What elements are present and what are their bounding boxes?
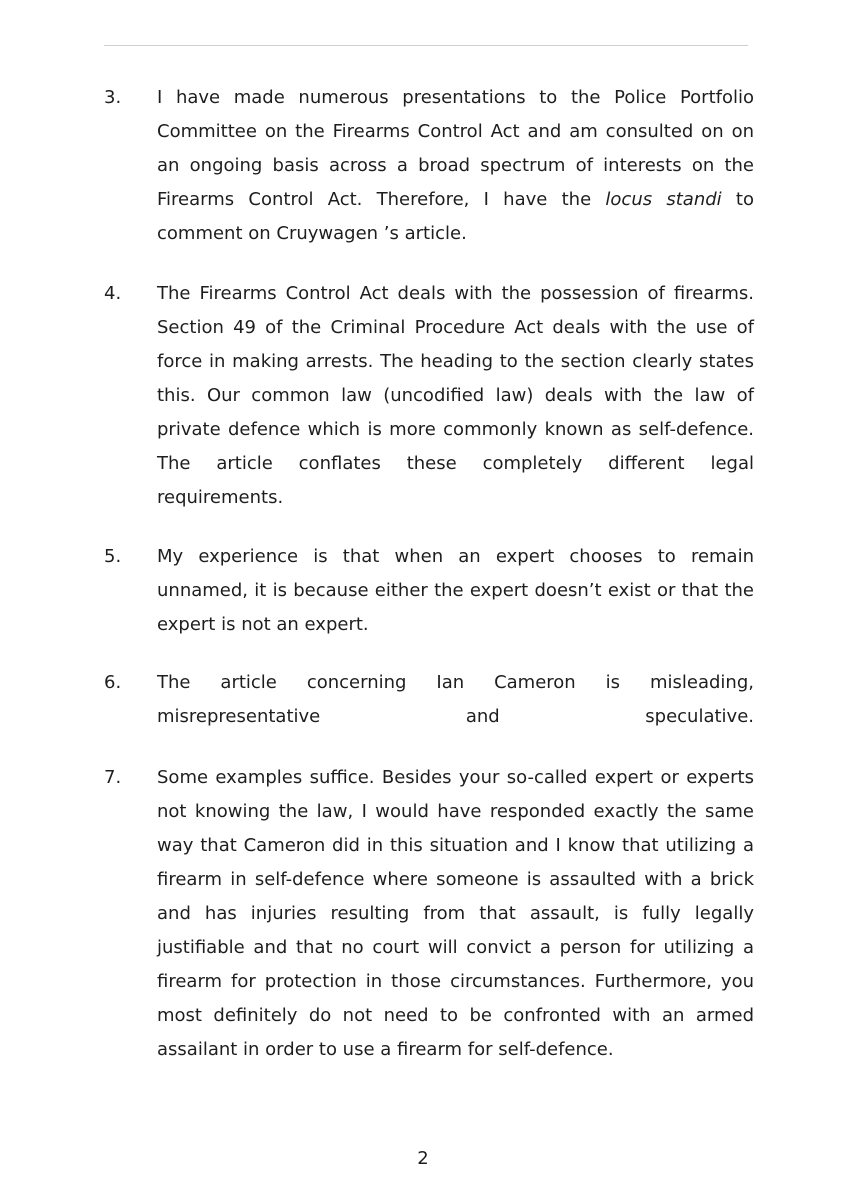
paragraph-text-end: to comment on Cruywagen ’s article. (157, 189, 754, 244)
paragraph-number: 5. (104, 546, 122, 567)
paragraph-text: Some examples suffice. Besides your so-called expert or experts not knowing the law, I would have responded exactly the same way that Cameron did in this situation and I know that utilizing a firearm in self-defence where someone is assaulted with a brick and has injuries resulting from that assault, is fully legally justifiable and that no court will convict a person for utilizing a firearm for protection in those circumstances. Furthermore, you most definitely do not need to be confronted with an armed assailant in order to use a firearm for self-defence. (157, 767, 754, 1060)
paragraph-3 (104, 81, 754, 251)
header-rule (104, 45, 748, 46)
paragraph-4 (104, 277, 754, 515)
emphasized-term: locus standi (605, 189, 722, 210)
paragraph-number: 6. (104, 672, 122, 693)
paragraph-text: The article concerning Ian Cameron is misleading, misrepresentative and speculative. (157, 672, 754, 727)
paragraph-5 (104, 540, 754, 642)
paragraph-text: The Firearms Control Act deals with the possession of firearms. Section 49 of the Criminal Procedure Act deals with the use of force in making arrests. The heading to the section clearly states this. Our common law (uncodified law) deals with the law of private defence which is more commonly known as self-defence. The article conflates these completely different legal requirements. (157, 283, 754, 508)
paragraph-number: 7. (104, 767, 122, 788)
paragraph-7 (104, 761, 754, 1067)
paragraph-6 (104, 666, 754, 734)
page-number: 2 (417, 1148, 429, 1169)
paragraph-number: 3. (104, 87, 122, 108)
paragraph-number: 4. (104, 283, 122, 304)
paragraph-text-start: I have made numerous presentations to the Police Portfolio Committee on the Firearms Control Act and am consulted on on an ongoing basis across a broad spectrum of interests on the Firearms Control Act. Therefore, I have the (157, 87, 754, 210)
paragraph-text (157, 81, 754, 251)
paragraph-text: My experience is that when an expert chooses to remain unnamed, it is because either the expert doesn’t exist or that the expert is not an expert. (157, 546, 754, 635)
